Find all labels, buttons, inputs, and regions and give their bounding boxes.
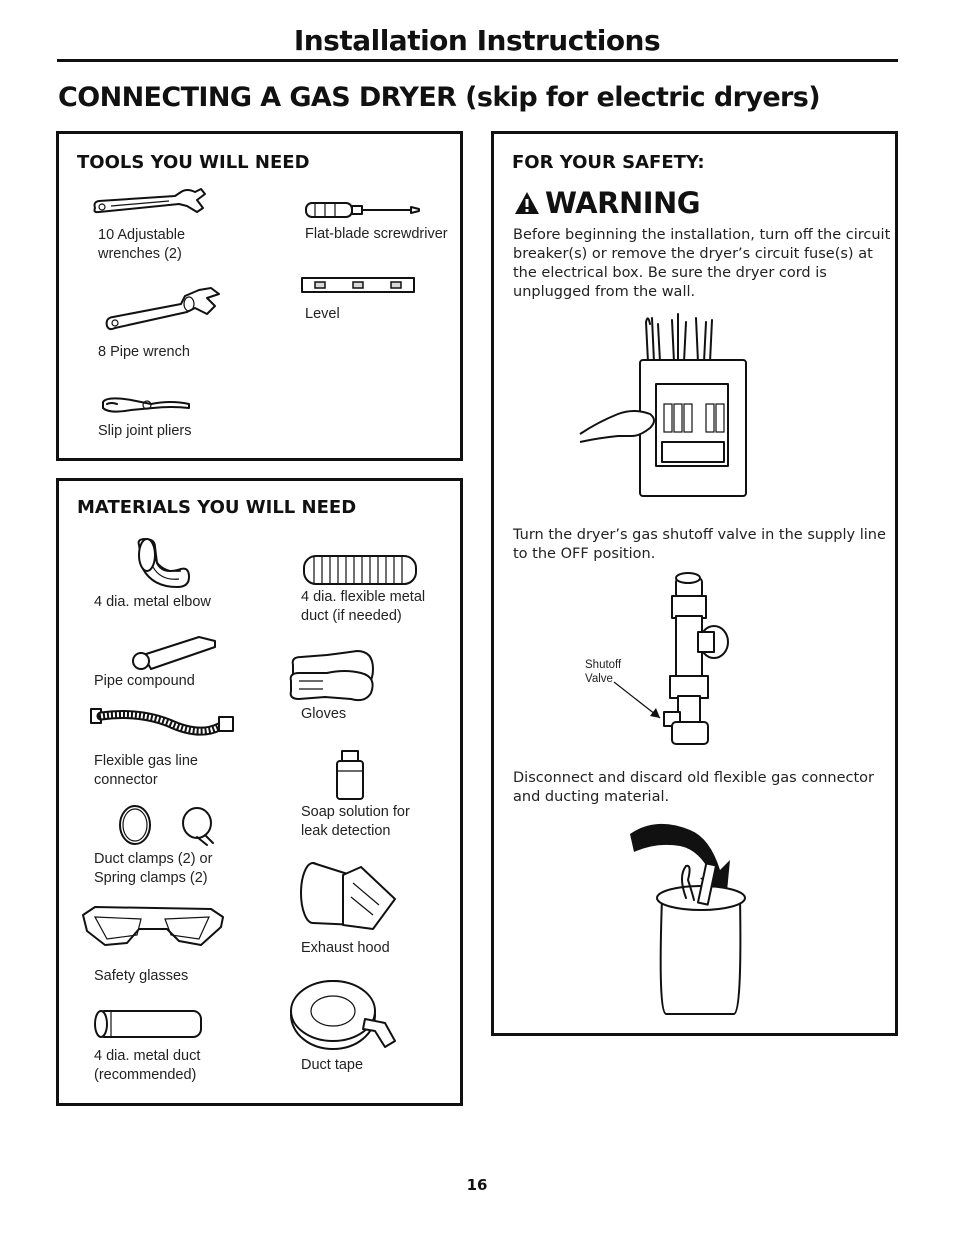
elbow-label: 4 dia. metal elbow [94,594,211,610]
materials-box [56,478,463,1106]
exhaust-hood-icon [299,859,399,937]
warning-paragraph-power: Before beginning the installation, turn off the circuit breaker(s) or remove the dryer’s circuit fuse(s) at the electrical box. Be sure the dryer cord is unplugged from the wall. [513,227,891,300]
soap-solution-icon [333,749,367,801]
gloves-icon [287,647,379,705]
section-title: CONNECTING A GAS DRYER (skip for electric dryers) [58,82,820,113]
metal-duct-icon [93,1009,205,1039]
warning-paragraph-gas: Turn the dryer’s gas shutoff valve in the supply line to the OFF position. [513,527,886,562]
tools-box [56,131,463,461]
valve-pointer-arrow [612,680,668,724]
exhaust-hood-label: Exhaust hood [301,940,390,956]
safety-glasses-icon [81,905,225,955]
duct-clamps-icon [117,803,227,849]
pipe-compound-icon [129,635,221,675]
duct-tape-label: Duct tape [301,1057,364,1073]
safety-heading: FOR YOUR SAFETY: [512,152,705,173]
flexible-duct-icon [302,553,420,587]
glasses-label: Safety glasses [94,968,189,984]
page-header-title: Installation Instructions [293,24,661,57]
pipe-compound-label: Pipe compound [94,673,195,689]
materials-heading: MATERIALS YOU WILL NEED [77,497,357,518]
gas-connector-label: Flexible gas line connector [94,753,198,788]
wrench-label: 10 Adjustable wrenches (2) [98,227,186,262]
soap-label: Soap solution for leak detection [301,804,410,839]
header-divider [57,59,898,62]
slip-joint-pliers-icon [101,392,193,418]
warning-title: WARNING [545,186,701,220]
shutoff-valve-label: Shutoff Valve [585,659,622,685]
gloves-label: Gloves [301,706,347,722]
level-icon [301,276,417,294]
safety-box [491,131,898,1036]
warning-paragraph-discard: Disconnect and discard old flexible gas connector and ducting material. [513,770,874,805]
clamps-label: Duct clamps (2) or Spring clamps (2) [94,851,213,886]
warning-triangle-icon [513,190,541,216]
flex-duct-label: 4 dia. flexible metal duct (if needed) [301,589,426,624]
discard-trash-can-illustration [626,816,756,1020]
circuit-breaker-illustration [578,310,758,502]
adjustable-wrench-icon [89,186,209,222]
level-label: Level [305,306,340,322]
gas-line-connector-icon [89,707,239,747]
pipe-wrench-icon [103,284,225,336]
warning-header [513,186,700,220]
page-number: 16 [466,1176,488,1194]
screwdriver-icon [305,200,421,220]
tools-heading: TOOLS YOU WILL NEED [77,152,310,173]
screwdriver-label: Flat-blade screwdriver [305,226,448,242]
pipe-wrench-label: 8 Pipe wrench [98,344,190,360]
metal-elbow-icon [133,537,193,589]
metal-duct-label: 4 dia. metal duct (recommended) [94,1048,201,1083]
duct-tape-icon [289,971,399,1051]
pliers-label: Slip joint pliers [98,423,192,439]
